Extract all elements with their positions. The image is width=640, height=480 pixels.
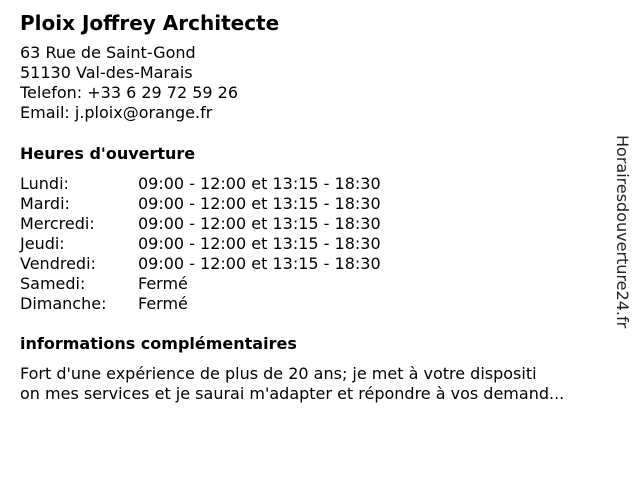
site-watermark: Horairesdouverture24.fr (613, 135, 632, 329)
day-label: Jeudi: (20, 234, 65, 253)
contact-block (20, 43, 238, 123)
day-label: Samedi: (20, 274, 86, 293)
day-hours: 09:00 - 12:00 et 13:15 - 18:30 (138, 174, 381, 193)
opening-hours-heading: Heures d'ouverture (20, 144, 196, 163)
day-hours: Fermé (138, 294, 188, 313)
day-hours: 09:00 - 12:00 et 13:15 - 18:30 (138, 194, 381, 213)
day-label: Lundi: (20, 174, 69, 193)
description-line: Fort d'une expérience de plus de 20 ans; je met à votre dispositi (20, 364, 537, 383)
day-hours: 09:00 - 12:00 et 13:15 - 18:30 (138, 234, 381, 253)
day-hours: 09:00 - 12:00 et 13:15 - 18:30 (138, 254, 381, 273)
business-name: Ploix Joffrey Architecte (20, 11, 280, 35)
day-label: Vendredi: (20, 254, 96, 273)
additional-info-text (20, 364, 620, 404)
email-address: Email: j.ploix@orange.fr (20, 103, 213, 122)
day-hours: 09:00 - 12:00 et 13:15 - 18:30 (138, 214, 381, 233)
address-street: 63 Rue de Saint-Gond (20, 43, 196, 62)
day-label: Mardi: (20, 194, 70, 213)
phone-number: Telefon: +33 6 29 72 59 26 (20, 83, 239, 102)
day-label: Mercredi: (20, 214, 95, 233)
day-hours: Fermé (138, 274, 188, 293)
day-label: Dimanche: (20, 294, 107, 313)
description-line: on mes services et je saurai m'adapter et répondre à vos demand... (20, 384, 565, 403)
additional-info-heading: informations complémentaires (20, 334, 297, 353)
address-city: 51130 Val-des-Marais (20, 63, 193, 82)
